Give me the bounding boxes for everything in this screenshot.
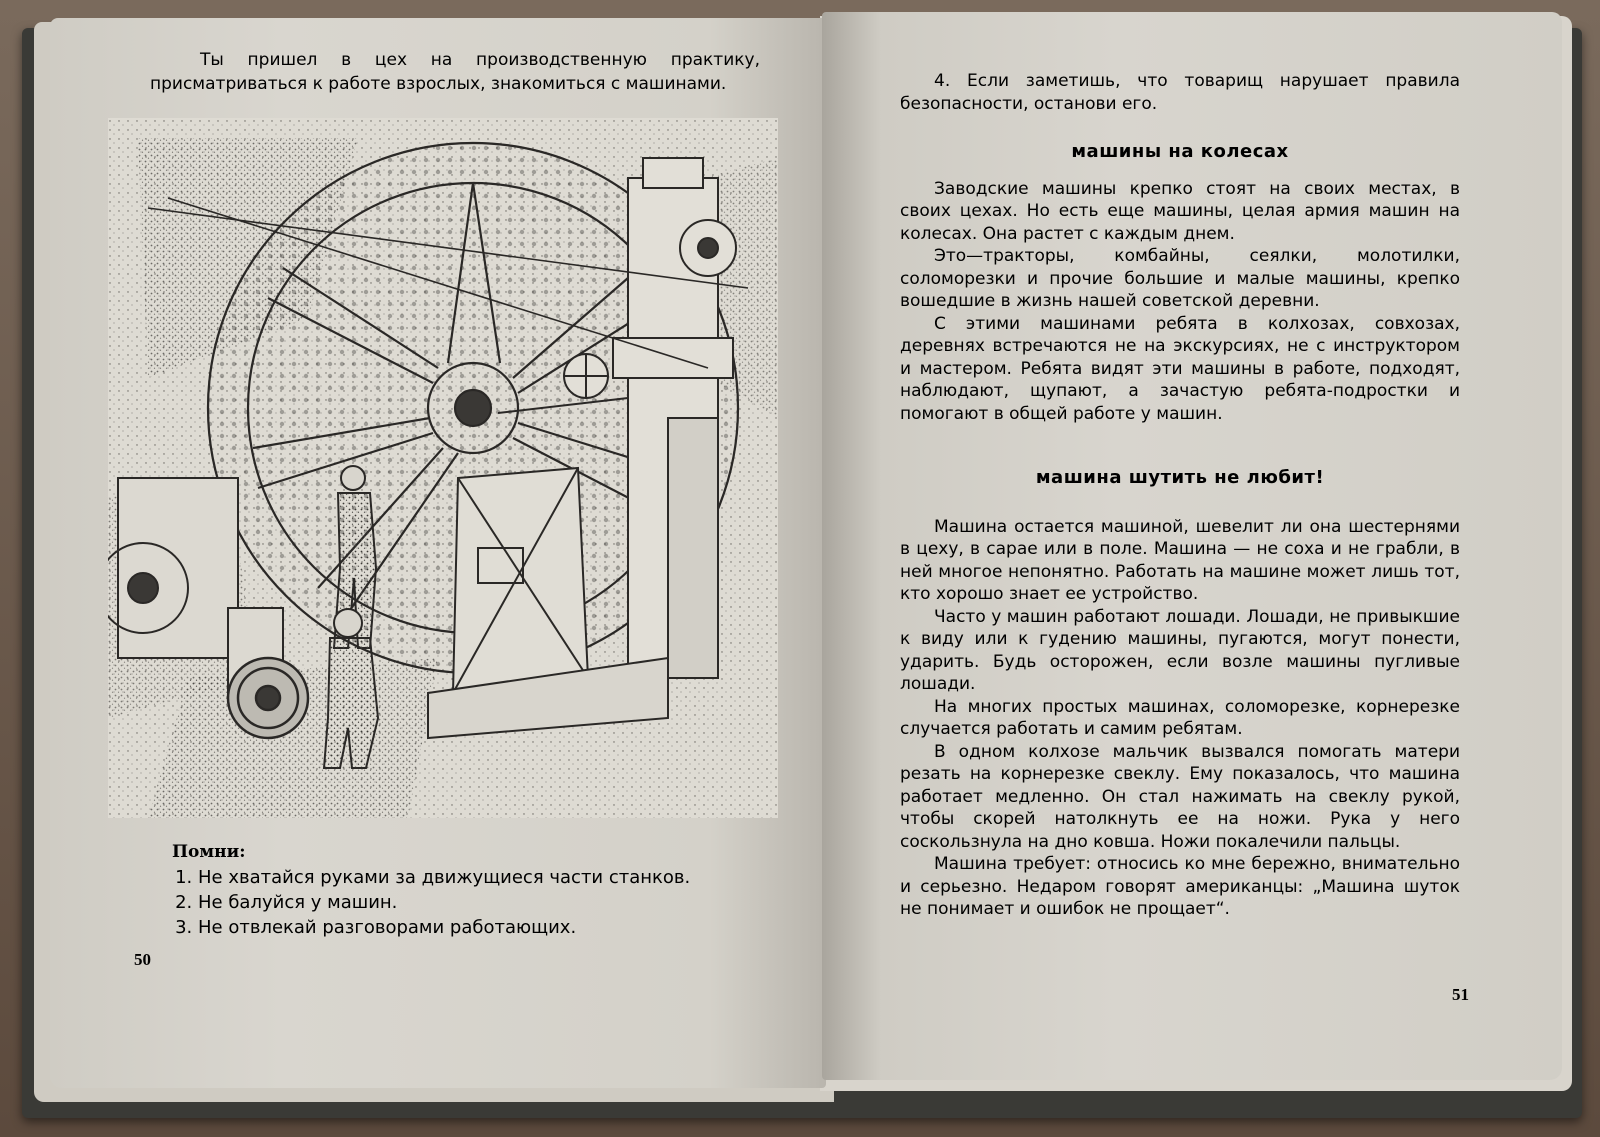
paragraph: С этими машинами ребята в колхозах, совхозах, деревнях встречаются не на экскурсиях, не с инструктором и мастером. Ребята видят эти машины в работе, подходят, наблюдают, щупают, а зачастую ребята-подростки и помогают в общей работе у машин.: [900, 313, 1460, 424]
continued-rule: 4. Если заметишь, что товарищ нарушает правила безопасности, останови его.: [900, 71, 1460, 114]
paragraph: Машина остается машиной, шевелит ли она шестернями в цеху, в сарае или в поле. Машина — не соха и не грабли, в ней многое непонятно. Работать на машине может лишь тот, кто хорошо знает ее устройство.: [900, 516, 1460, 604]
list-item: 1. Не хватайся руками за движущиеся части станков.: [198, 865, 772, 890]
intro-paragraph: Ты пришел в цех на производственную практику, присматриваться к работе взрослых, знакомиться с машинами.: [150, 50, 760, 94]
safety-rules-heading: Помни:: [172, 842, 246, 862]
paragraph: Машина требует: относись ко мне бережно, внимательно и серьезно. Недаром говорят американцы: „Машина шуток не понимает и ошибок не прощает“.: [900, 854, 1460, 919]
paragraph: В одном колхозе мальчик вызвался помогать матери резать на корнерезке свеклу. Ему показалось, что машина работает медленно. Он стал нажимать на свеклу рукой, чтобы скорей натолкнуть ее на ножи. Рука у него соскользнула на дно ковша. Ножи покалечили пальцы.: [900, 741, 1460, 852]
right-page-text: [900, 70, 1460, 921]
safety-rules: [172, 840, 772, 940]
paragraph: Это—тракторы, комбайны, сеялки, молотилки, соломорезки и прочие большие и малые машины, крепко вошедшие в жизнь нашей советской деревни.: [900, 246, 1460, 311]
page-number-left: 50: [134, 950, 151, 969]
paragraph: Часто у машин работают лошади. Лошади, не привыкшие к виду или к гудению машины, пугаются, могут понести, ударить. Будь осторожен, если возле машины пугливые лошади.: [900, 606, 1460, 694]
section-title-no-jokes: машина шутить не любит!: [1035, 467, 1325, 488]
paragraph: На многих простых машинах, соломорезке, корнерезке случается работать и самим ребятам.: [900, 696, 1460, 739]
paragraph: Заводские машины крепко стоят на своих местах, в своих цехах. Но есть еще машины, целая армия машин на колесах. Она растет с каждым днем.: [900, 178, 1460, 244]
safety-rules-list: [172, 865, 772, 940]
list-item: 3. Не отвлекай разговорами работающих.: [198, 915, 772, 940]
list-item: 2. Не балуйся у машин.: [198, 890, 772, 915]
page-number-right: 51: [1452, 985, 1469, 1004]
intro-text: [150, 48, 760, 96]
section-title-wheels: машины на колесах: [1071, 141, 1289, 162]
factory-illustration: [108, 118, 778, 818]
